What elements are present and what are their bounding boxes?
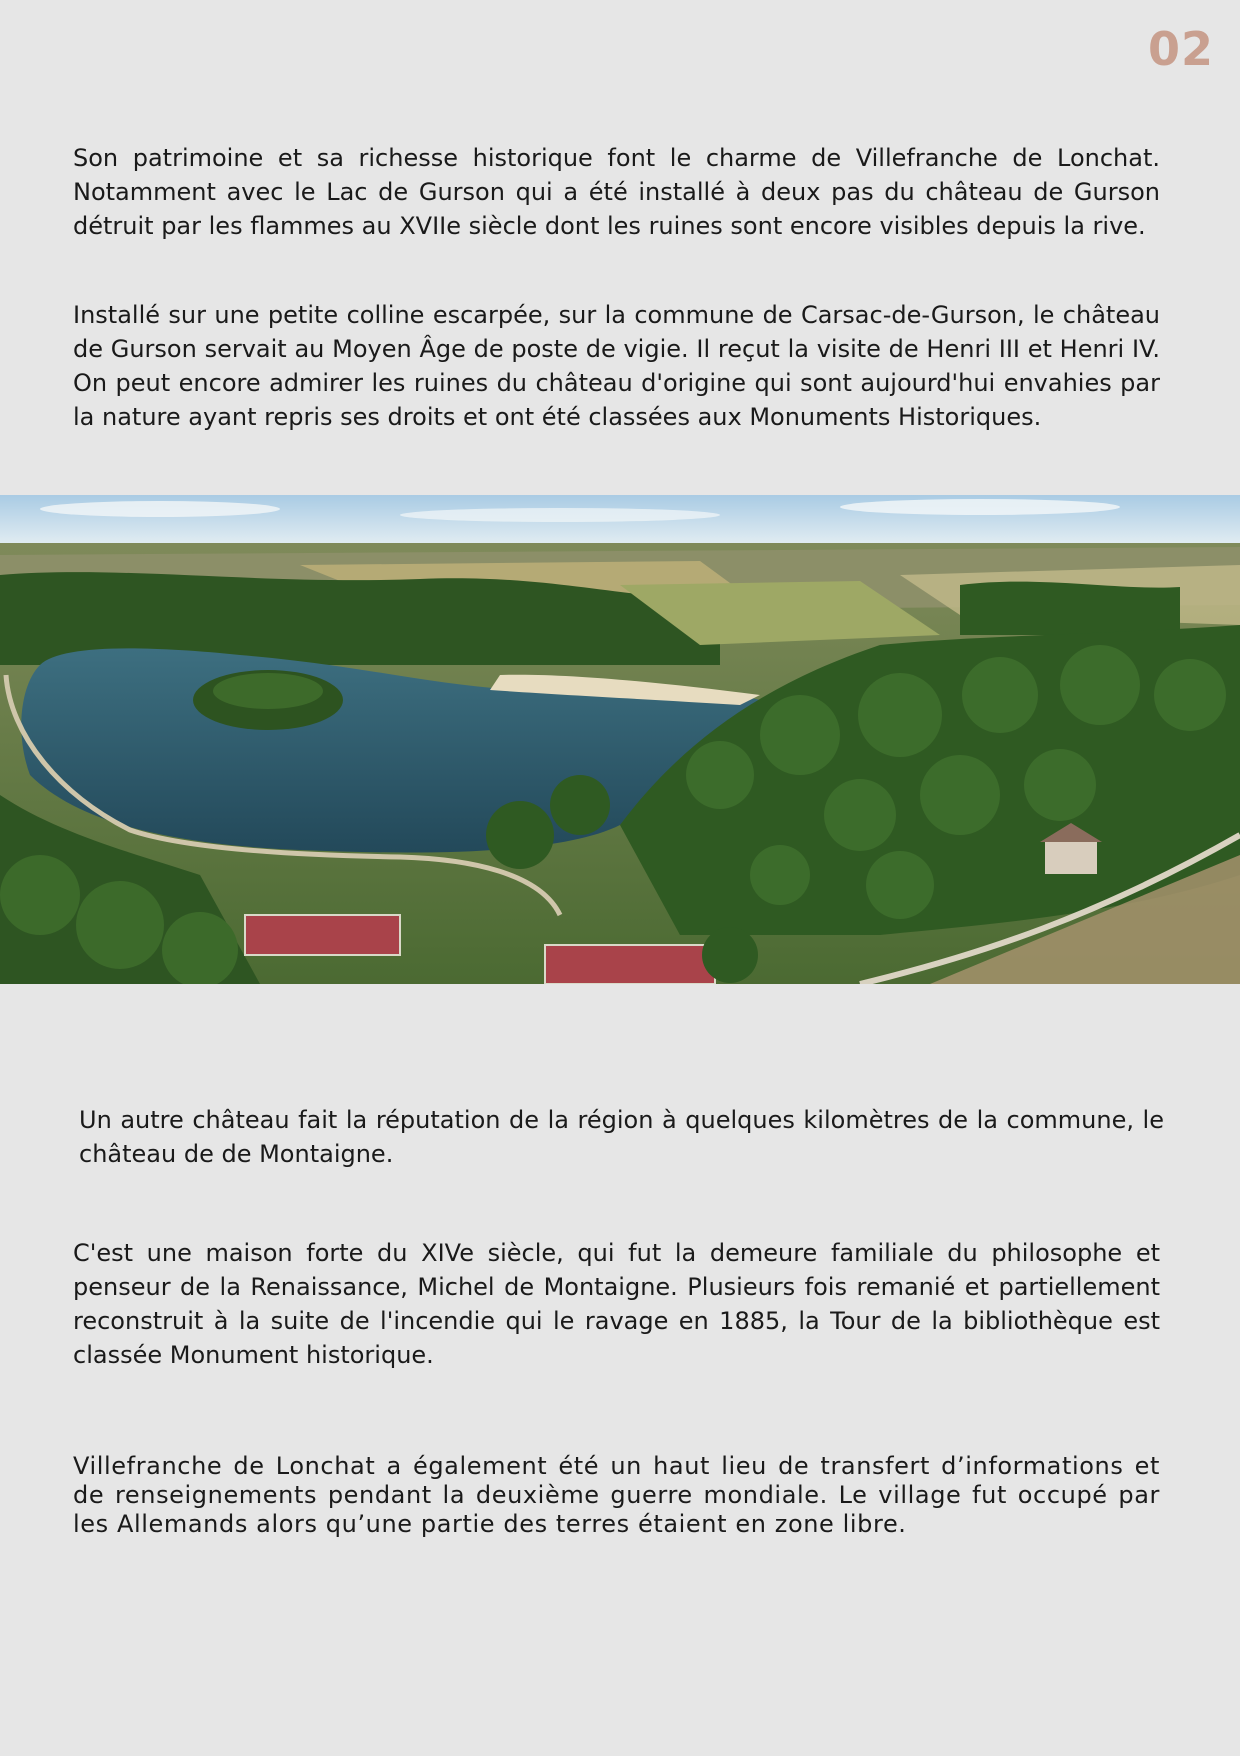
paragraph-montaigne-intro: Un autre château fait la réputation de la région à quelques kilomètres de la commune, le château de de Montaigne.: [79, 1106, 1164, 1168]
paragraph-chateau-de-gurson: Installé sur une petite colline escarpée, sur la commune de Carsac-de-Gurson, le château de Gurson servait au Moyen Âge de poste de vigie. Il reçut la visite de Henri III et Henri IV. On peut encore admirer les ruines du château d'origine qui sont aujourd'hui envahies par la nature ayant repris ses droits et ont été classées aux Monuments Historiques.: [73, 301, 1160, 431]
paragraph-maison-forte: C'est une maison forte du XIVe siècle, qui fut la demeure familiale du philosophe et penseur de la Renaissance, Michel de Montaigne. Plusieurs fois remanié et partiellement reconstruit à la suite de l'incendie qui le ravage en 1885, la Tour de la bibliothèque est classée Monument historique.: [73, 1239, 1160, 1369]
aerial-lake-photo: [0, 495, 1240, 984]
paragraph-guerre-mondiale: Villefranche de Lonchat a également été un haut lieu de transfert d’informations et de renseignements pendant la deuxième guerre mondiale. Le village fut occupé par les Allemands alors qu’une partie des terres étaient en zone libre.: [73, 1452, 1160, 1538]
page-number: 02: [1147, 22, 1214, 76]
paragraph-lac-de-gurson: Son patrimoine et sa richesse historique font le charme de Villefranche de Lonchat. Notamment avec le Lac de Gurson qui a été installé à deux pas du château de Gurson détruit par les flammes au XVIIe siècle dont les ruines sont encore visibles depuis la rive.: [73, 144, 1160, 240]
tennis-court-left: [245, 915, 400, 955]
house: [1045, 840, 1097, 874]
tennis-court-right: [545, 945, 715, 984]
